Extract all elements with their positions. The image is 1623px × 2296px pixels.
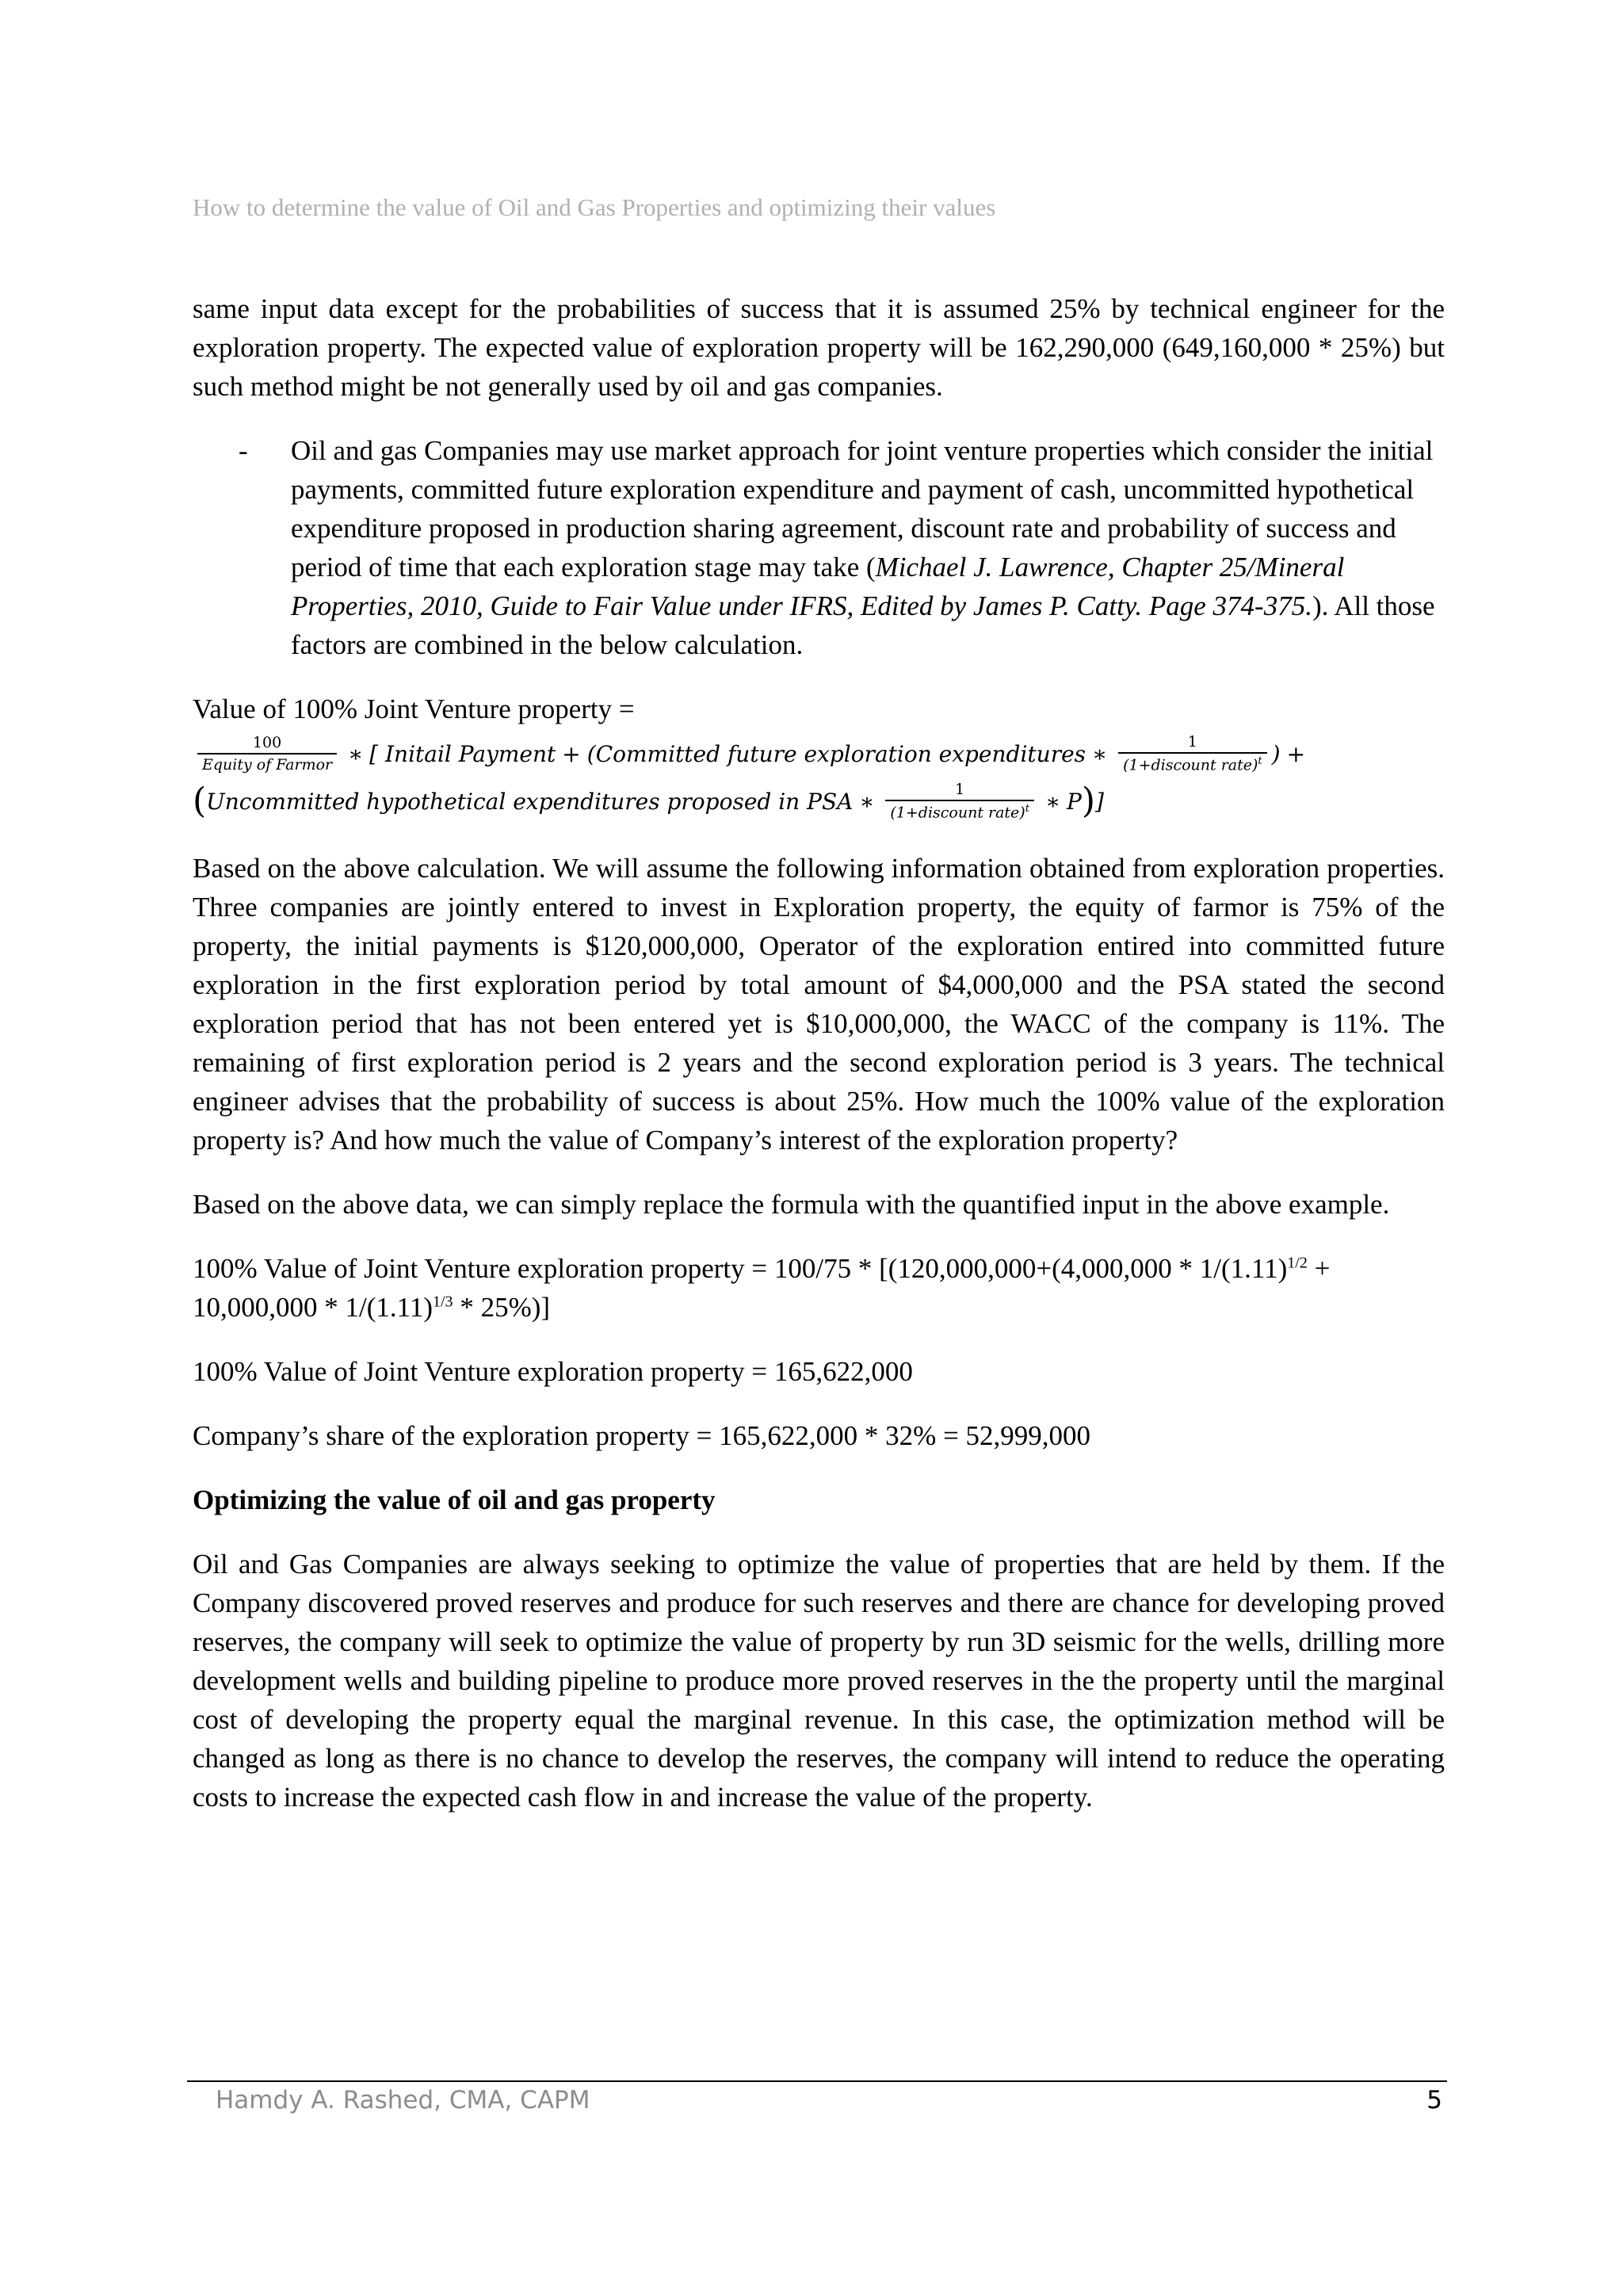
calc-part-3: * 25%)] (453, 1292, 551, 1323)
term-initial-payment: Initail Payment (384, 740, 556, 767)
fraction-denominator: Equity of Farmor (197, 753, 337, 774)
assumptions-paragraph: Based on the above calculation. We will assume the following information obtained from exploration properties. Three companies are jointly entered to invest in Exploration property, the equity of farmor is 75% of the property, the initial payments is $120,000,000, Operator of the exploration entired into committed future exploration in the first exploration period by total amount of $4,000,000 and the PSA stated the second exploration period that has not been entered yet is $10,000,000, the WACC of the company is 11%. The remaining of first exploration period is 2 years and the second exploration period is 3 years. The technical engineer advises that the probability of success is about 25%. How much the 100% value of the exploration property is? And how much the value of Company’s interest of the exploration property? (193, 853, 1445, 1156)
plus-operator: + (1286, 740, 1306, 767)
section-heading: Optimizing the value of oil and gas property (193, 1484, 716, 1515)
running-header: How to determine the value of Oil and Gas Properties and optimizing their values (193, 193, 996, 221)
term-uncommitted: Uncommitted hypothetical expenditures proposed in PSA (206, 788, 854, 815)
multiply-operator: ∗ (1092, 740, 1108, 767)
intro-paragraph: same input data except for the probabilities of success that it is assumed 25% by technical engineer for the exploration property. The expected value of exploration property will be 162,290,000 (649,160,000 * 25%) but such method might be not generally used by oil and gas companies. (193, 293, 1445, 402)
citation: Michael J. Lawrence, Chapter 25/Mineral Properties, 2010, Guide to Fair Value under IFRS, Edited by James P. Catty. Page 374-375. (291, 552, 1345, 621)
close-paren-large: ) (1081, 781, 1095, 821)
optimizing-paragraph: Oil and Gas Companies are always seeking to optimize the value of properties that are held by them. If the Company discovered proved reserves and produce for such reserves and there are chance for developing proved reserves, the company will seek to optimize the value of property by run 3D seismic for the wells, drilling more development wells and building pipeline to produce more proved reserves in the the property until the marginal cost of developing the property equal the marginal revenue. In this case, the optimization method will be changed as long as there is no chance to develop the reserves, the company will intend to reduce the operating costs to increase the expected cash flow in and increase the value of the property. (193, 1549, 1445, 1813)
discount-denominator: (1+discount rate) (1123, 756, 1258, 774)
bullet-text-before: Oil and gas Companies may use market approach for joint venture properties which consider the initial payments, committed future exploration expenditure and payment of cash, uncommitted hypothetical expenditure proposed in production sharing agreement, discount rate and probability of success and period of time that each exploration stage may take ( (291, 435, 1434, 583)
bullet-item (193, 431, 1445, 664)
formula-label: Value of 100% Joint Venture property = (193, 693, 635, 724)
open-bracket: [ (369, 740, 379, 767)
equity-fraction (197, 734, 337, 774)
discount-fraction (1118, 733, 1267, 774)
bullet-dash: - (239, 435, 248, 466)
close-bracket: ] (1095, 788, 1104, 815)
open-paren-large: ( (193, 781, 207, 821)
fraction-numerator: 1 (955, 781, 965, 799)
discount-denominator: (1+discount rate) (890, 804, 1025, 822)
calc-exponent-1: 1/2 (1287, 1254, 1308, 1272)
open-paren: ( (586, 740, 596, 767)
page-content (193, 289, 1445, 1842)
formula-block (193, 690, 1445, 825)
formula-line-1 (193, 730, 1445, 777)
fraction-numerator: 100 (252, 734, 282, 751)
multiply-operator: ∗ (1044, 788, 1060, 815)
bullet-text (291, 431, 1445, 664)
calc-part-2: + 10,000,000 * 1/(1.11) (193, 1253, 1331, 1323)
fraction-denominator (885, 800, 1034, 821)
result-share: Company’s share of the exploration property = 165,622,000 * 32% = 52,999,000 (193, 1420, 1091, 1451)
bullet-text-after: ). All those factors are combined in the below calculation. (291, 590, 1435, 660)
exponent-t: t (1025, 803, 1029, 816)
fraction-denominator (1118, 752, 1267, 774)
discount-fraction (885, 781, 1034, 821)
plus-operator: + (562, 740, 581, 767)
multiply-operator: ∗ (859, 788, 875, 815)
term-committed: Committed future exploration expenditures (595, 740, 1086, 767)
exponent-t: t (1258, 755, 1262, 768)
term-p: P (1066, 788, 1082, 815)
multiply-operator: ∗ (348, 740, 364, 767)
replace-paragraph: Based on the above data, we can simply replace the formula with the quantified input in the above example. (193, 1189, 1390, 1220)
formula-line-2 (193, 777, 1445, 825)
page-number: 5 (1426, 2086, 1442, 2115)
footer-author: Hamdy A. Rashed, CMA, CAPM (216, 2086, 590, 2115)
close-paren: ) (1271, 740, 1281, 767)
calc-exponent-2: 1/3 (433, 1293, 453, 1311)
result-value: 100% Value of Joint Venture exploration property = 165,622,000 (193, 1356, 913, 1387)
footer-rule (187, 2080, 1447, 2082)
calc-part-1: 100% Value of Joint Venture exploration property = 100/75 * [(120,000,000+(4,000,000 * 1/(1.11) (193, 1253, 1288, 1284)
calculation-line (193, 1249, 1445, 1327)
fraction-numerator: 1 (1187, 733, 1197, 751)
